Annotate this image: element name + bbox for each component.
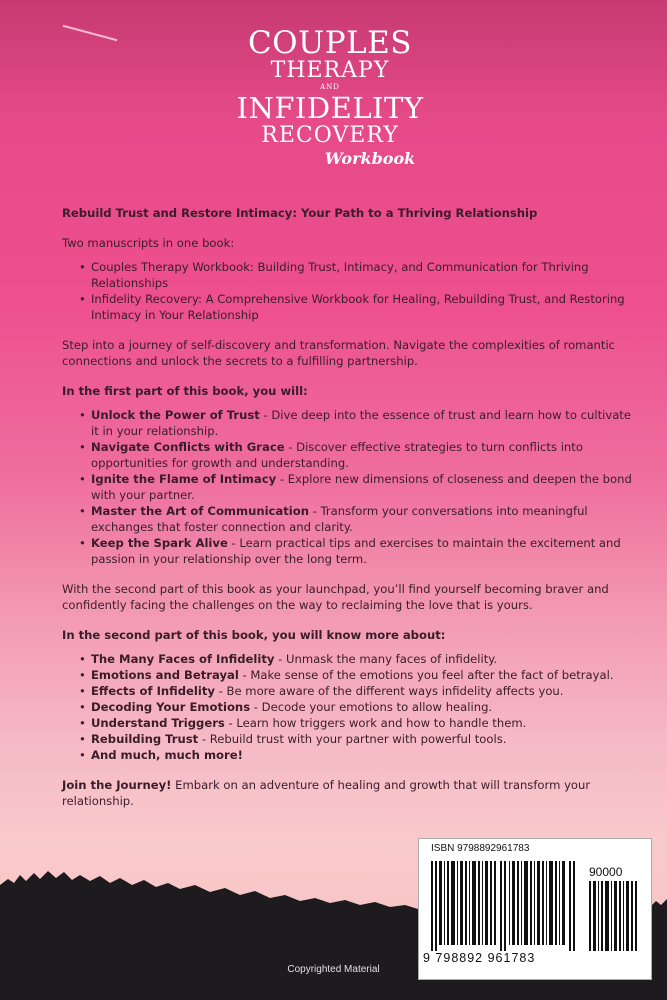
list-item: • Couples Therapy Workbook: Building Trust, Intimacy, and Communication for Thriving Relationships <box>79 259 634 291</box>
part1-list <box>62 407 634 567</box>
isbn-barcode <box>418 838 652 980</box>
list-item: • Rebuilding Trust - Rebuild trust with your partner with powerful tools. <box>79 731 634 747</box>
list-item: • Effects of Infidelity - Be more aware of the different ways infidelity affects you. <box>79 683 634 699</box>
bridge-paragraph: With the second part of this book as your launchpad, you’ll find yourself becoming braver and confidently facing the challenges on the way to reclaiming the love that is yours. <box>62 582 609 612</box>
isbn-digits: 9 798892 961783 <box>423 951 536 965</box>
list-item: • And much, much more! <box>79 747 634 763</box>
list-item: • Keep the Spark Alive - Learn practical tips and exercises to maintain the excitement and passion in your relationship over the long term. <box>79 535 634 567</box>
shooting-star <box>63 25 118 41</box>
title-and: AND <box>320 83 340 91</box>
intro-paragraph: Step into a journey of self-discovery and transformation. Navigate the complexities of romantic connections and unlock the secrets to a fulfilling partnership. <box>62 338 616 368</box>
title-infidelity: INFIDELITY <box>236 91 424 125</box>
price-barcode-bars <box>589 881 639 951</box>
copyright-note: Copyrighted Material <box>287 964 380 975</box>
headline: Rebuild Trust and Restore Intimacy: Your Path to a Thriving Relationship <box>62 206 538 220</box>
title-therapy: THERAPY <box>270 58 390 83</box>
list-item: • Navigate Conflicts with Grace - Discover effective strategies to turn conflicts into opportunities for growth and understanding. <box>79 439 634 471</box>
title-couples: COUPLES <box>247 25 413 61</box>
isbn-label: ISBN 9798892961783 <box>431 843 530 854</box>
list-item: • Ignite the Flame of Intimacy - Explore new dimensions of closeness and deepen the bond with your partner. <box>79 471 634 503</box>
part1-heading: In the first part of this book, you will: <box>62 384 308 398</box>
manuscripts-list <box>62 259 634 323</box>
part2-heading: In the second part of this book, you will know more about: <box>62 628 446 642</box>
title-recovery: RECOVERY <box>261 123 399 148</box>
manuscripts-intro: Two manuscripts in one book: <box>62 236 235 250</box>
list-item: • Emotions and Betrayal - Make sense of the emotions you feel after the fact of betrayal. <box>79 667 634 683</box>
cover-title <box>210 0 450 168</box>
list-item: • Master the Art of Communication - Transform your conversations into meaningful exchanges that foster connection and clarity. <box>79 503 634 535</box>
list-item: • Understand Triggers - Learn how triggers work and how to handle them. <box>79 715 634 731</box>
price-code: 90000 <box>589 865 623 879</box>
blurb <box>62 205 634 809</box>
title-workbook: Workbook <box>324 149 416 168</box>
list-item: • Unlock the Power of Trust - Dive deep into the essence of trust and learn how to cultivate it in your relationship. <box>79 407 634 439</box>
part2-list <box>62 651 634 763</box>
barcode-bars <box>431 861 576 951</box>
list-item: • Infidelity Recovery: A Comprehensive Workbook for Healing, Rebuilding Trust, and Restoring Intimacy in Your Relationship <box>79 291 634 323</box>
list-item: • The Many Faces of Infidelity - Unmask the many faces of infidelity. <box>79 651 634 667</box>
list-item: • Decoding Your Emotions - Decode your emotions to allow healing. <box>79 699 634 715</box>
closing-paragraph: Join the Journey! Embark on an adventure of healing and growth that will transform your relationship. <box>62 778 591 808</box>
